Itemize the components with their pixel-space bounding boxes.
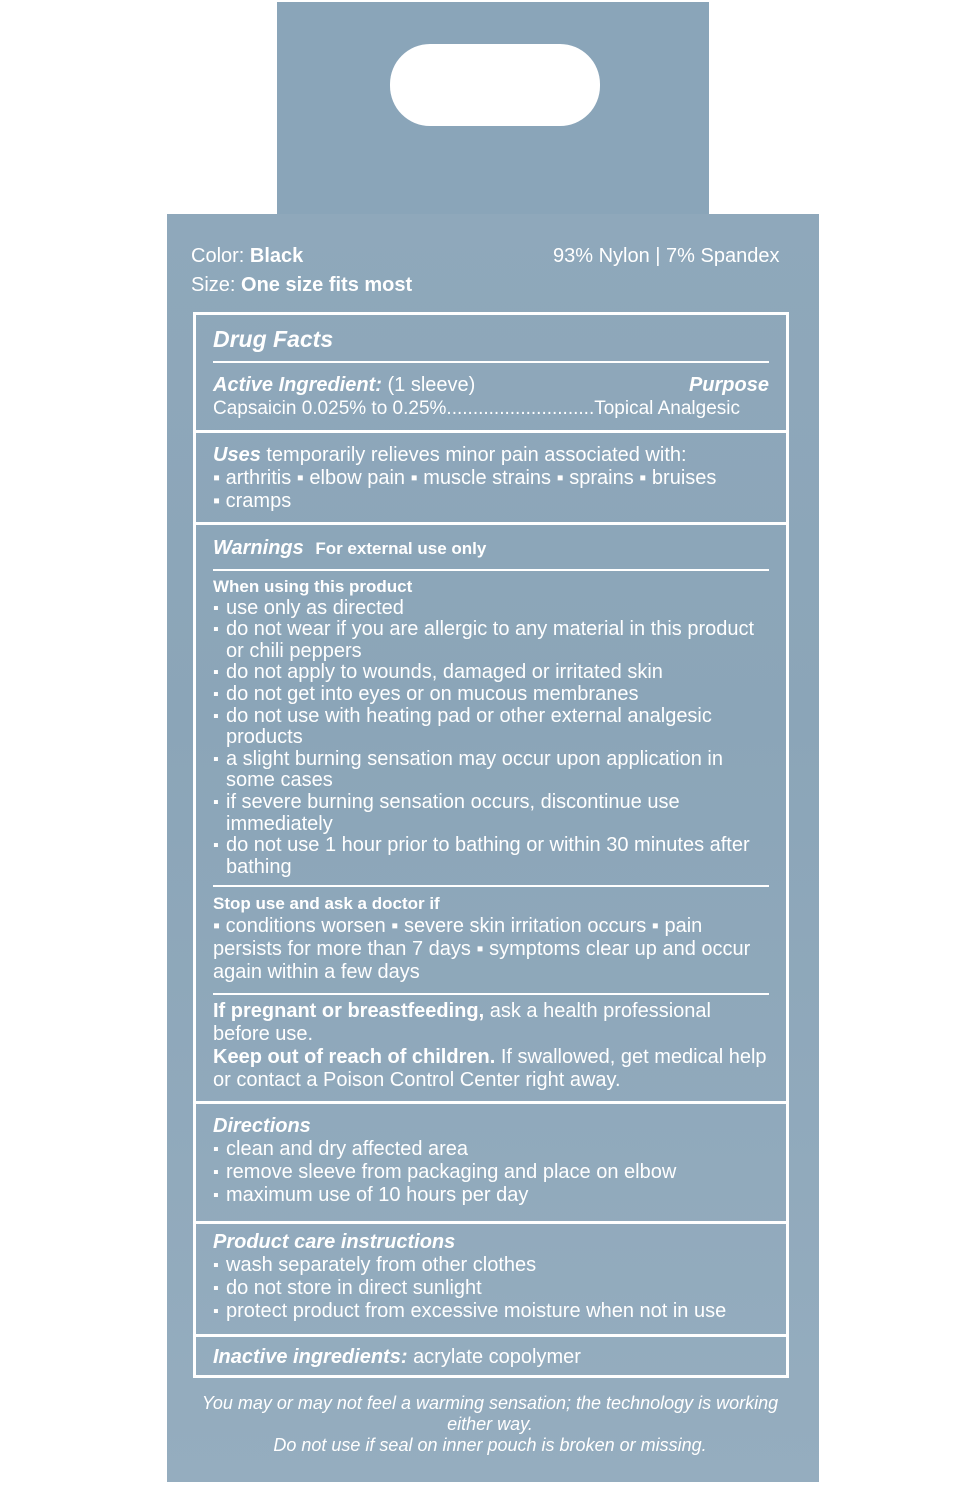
size-value: One size fits most <box>241 274 413 296</box>
uses-list-line: ▪ cramps <box>213 490 292 512</box>
warning-item: ▪ use only as directed <box>213 598 769 620</box>
stop-use-title: Stop use and ask a doctor if <box>213 894 440 913</box>
divider <box>196 430 786 433</box>
material-text: 93% Nylon | 7% Spandex <box>553 245 780 267</box>
divider <box>196 1334 786 1337</box>
active-ingredient-label: Active Ingredient: <box>213 374 382 396</box>
pregnancy-text: ask a health professional before use. <box>213 1000 711 1045</box>
divider <box>213 885 769 887</box>
size-line <box>191 271 412 299</box>
warning-item: ▪ do not use 1 hour prior to bathing or within 30 minutes after bathing <box>213 835 769 878</box>
inactive-label: Inactive ingredients: <box>213 1346 408 1368</box>
pregnancy-section <box>196 1000 786 1092</box>
care-item: ▪ protect product from excessive moisture when not in use <box>213 1300 769 1323</box>
pregnancy-bold: If pregnant or breastfeeding, <box>213 1000 485 1022</box>
warning-item: ▪ a slight burning sensation may occur upon application in some cases <box>213 749 769 792</box>
direction-item: ▪ remove sleeve from packaging and place on elbow <box>213 1161 769 1184</box>
uses-list-line: ▪ arthritis ▪ elbow pain ▪ muscle strains ▪ sprains ▪ bruises <box>213 467 717 489</box>
divider <box>196 1221 786 1224</box>
warnings-sub: For external use only <box>315 539 487 558</box>
active-ingredient-section <box>196 374 786 420</box>
uses-label: Uses <box>213 444 261 466</box>
warnings-label: Warnings <box>213 537 304 559</box>
ingredient-line: Capsaicin 0.025% to 0.25%............................Topical Analgesic <box>213 398 740 419</box>
directions-label: Directions <box>213 1115 311 1137</box>
care-item: ▪ do not store in direct sunlight <box>213 1277 769 1300</box>
divider <box>213 569 769 571</box>
divider <box>213 361 769 363</box>
warning-item: ▪ do not use with heating pad or other external analgesic products <box>213 706 769 749</box>
when-using-title: When using this product <box>213 577 413 596</box>
directions-section <box>196 1115 786 1207</box>
direction-item: ▪ maximum use of 10 hours per day <box>213 1184 769 1207</box>
keep-out-bold: Keep out of reach of children. <box>213 1046 496 1068</box>
uses-intro: temporarily relieves minor pain associated with: <box>266 444 687 466</box>
drug-facts-title: Drug Facts <box>213 326 334 352</box>
warning-item: ▪ do not get into eyes or on mucous membranes <box>213 684 769 706</box>
divider <box>213 993 769 995</box>
warning-item: ▪ if severe burning sensation occurs, discontinue use immediately <box>213 792 769 835</box>
uses-section <box>196 444 786 513</box>
care-item: ▪ wash separately from other clothes <box>213 1254 769 1277</box>
size-label: Size: <box>191 274 236 296</box>
warnings-heading <box>196 537 786 560</box>
inactive-text: acrylate copolymer <box>413 1346 581 1368</box>
footer-line: Do not use if seal on inner pouch is broken or missing. <box>273 1435 707 1455</box>
divider <box>196 1101 786 1104</box>
care-section <box>196 1231 786 1323</box>
care-label: Product care instructions <box>213 1231 456 1253</box>
footer-note <box>190 1393 790 1456</box>
keep-out-text: If swallowed, get medical help or contact a Poison Control Center right away. <box>213 1046 767 1091</box>
active-ingredient-qualifier: (1 sleeve) <box>387 374 476 396</box>
color-label: Color: <box>191 245 245 267</box>
color-value: Black <box>249 245 304 267</box>
footer-line: You may or may not feel a warming sensation; the technology is working either way. <box>201 1393 779 1434</box>
inactive-section <box>196 1346 786 1369</box>
purpose-label: Purpose <box>688 374 769 396</box>
drug-facts-panel <box>193 312 789 1378</box>
when-using-section <box>196 576 786 878</box>
color-line <box>191 242 303 270</box>
warning-item: ▪ do not wear if you are allergic to any material in this product or chili peppers <box>213 619 769 662</box>
direction-item: ▪ clean and dry affected area <box>213 1138 769 1161</box>
warning-item: ▪ do not apply to wounds, damaged or irritated skin <box>213 662 769 684</box>
stop-use-text: ▪ conditions worsen ▪ severe skin irritation occurs ▪ pain persists for more than 7 days ▪ symptoms clear up and occur again within a few days <box>213 915 751 983</box>
divider <box>196 522 786 525</box>
hang-tab <box>277 2 709 216</box>
stop-use-section <box>196 892 786 984</box>
